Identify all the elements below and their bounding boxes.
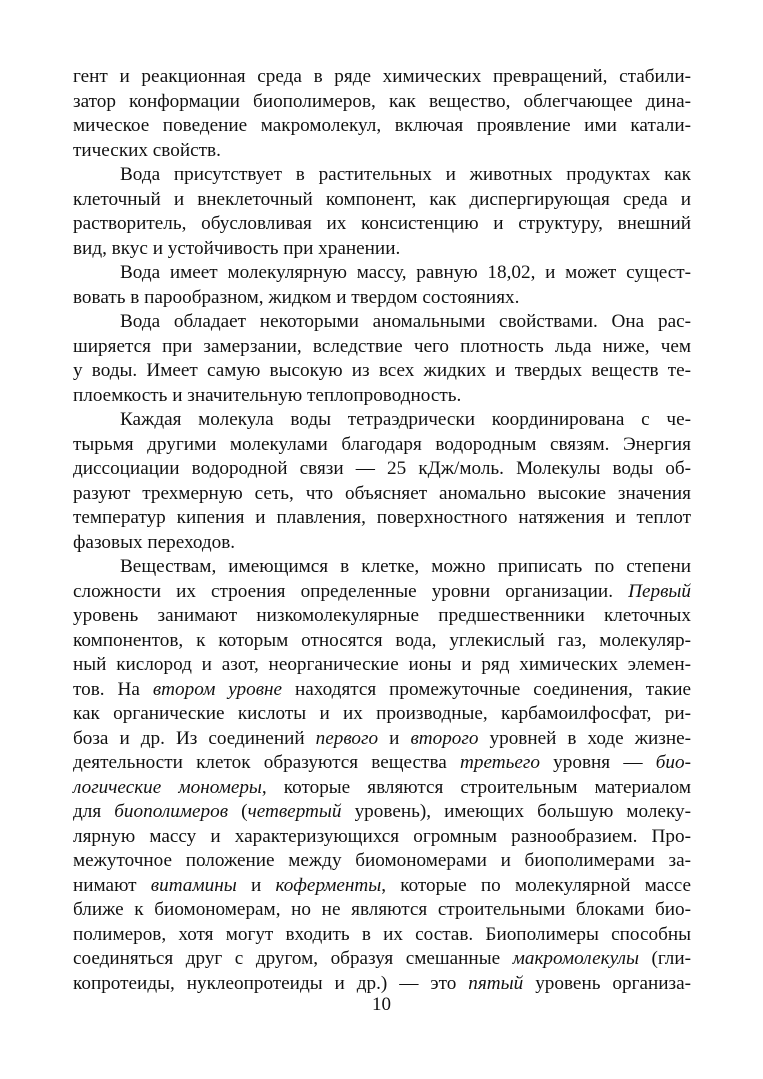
text-line <box>73 972 691 997</box>
text-run: копротеиды, нуклеопротеиды и др.) — это <box>73 972 469 994</box>
italic-term: первого <box>315 727 379 749</box>
text-run: тов. На <box>73 678 153 700</box>
text-run: разуют трехмерную сеть, что объясняет аномально высокие значения <box>73 482 691 504</box>
text-line <box>73 751 691 776</box>
text-line <box>73 800 691 825</box>
text-line <box>73 359 691 384</box>
text-line <box>73 457 691 482</box>
text-run: боза и др. Из соединений <box>73 727 316 749</box>
text-run: ширяется при замерзании, вследствие чего плотность льда ниже, чем <box>73 335 691 357</box>
text-run: Вода имеет молекулярную массу, равную 18,02, и может сущест- <box>120 262 691 283</box>
text-line <box>73 261 691 286</box>
text-run: , которые являются строительным материалом <box>261 776 691 798</box>
text-run: соединяться друг с другом, образуя смешанные <box>73 948 513 969</box>
text-line <box>73 947 691 972</box>
text-run: ближе к биомономерам, но не являются строительными блоками био- <box>73 899 691 920</box>
text-line <box>73 678 691 703</box>
text-run: уровней в ходе жизне- <box>478 727 691 749</box>
text-line <box>73 237 691 262</box>
text-run: деятельности клеток образуются вещества <box>73 752 461 773</box>
text-run: растворитель, обусловливая их консистенцию и структуру, внешний <box>73 213 691 234</box>
page-number: 10 <box>372 994 391 1015</box>
text-line <box>73 629 691 654</box>
text-run: компонентов, к которым относятся вода, углекислый газ, молекуляр- <box>73 629 691 651</box>
text-line <box>73 139 691 164</box>
text-run: и <box>236 874 276 896</box>
text-run: у воды. Имеет самую высокую из всех жидких и твердых веществ те- <box>73 360 691 381</box>
text-line <box>73 286 691 311</box>
text-line <box>73 163 691 188</box>
text-run: вовать в парообразном, жидком и твердом состояниях. <box>73 286 520 308</box>
italic-term: коферменты <box>275 874 382 896</box>
text-run: ( <box>228 801 248 822</box>
text-line <box>73 727 691 752</box>
body-text <box>73 65 691 996</box>
text-run: нимают <box>73 874 151 896</box>
text-run: Вода присутствует в растительных и животных продуктах как <box>120 164 691 185</box>
text-run: диссоциации водородной связи — 25 кДж/моль. Молекулы воды об- <box>73 458 691 479</box>
text-run: находятся промежуточные соединения, такие <box>282 678 692 700</box>
text-line <box>73 531 691 556</box>
italic-term: макромолекулы <box>512 948 639 969</box>
text-run: (гли- <box>638 948 691 969</box>
text-run: гент и реакционная среда в ряде химических превращений, стабили- <box>73 66 691 87</box>
text-line <box>73 849 691 874</box>
text-run: Веществам, имеющимся в клетке, можно приписать по степени <box>120 556 691 577</box>
text-line <box>73 65 691 90</box>
text-line <box>73 604 691 629</box>
italic-term: втором уровне <box>152 678 283 700</box>
italic-term: Первый <box>628 580 691 602</box>
italic-term: третьего <box>460 752 540 773</box>
text-line <box>73 898 691 923</box>
italic-term: пятый <box>468 972 524 994</box>
text-run: для <box>73 801 115 822</box>
text-line <box>73 408 691 433</box>
text-line <box>73 188 691 213</box>
text-run: мическое поведение макромолекул, включая проявление ими катали- <box>73 115 691 136</box>
text-run: полимеров, хотя могут входить в их состав. Биополимеры способны <box>73 923 691 945</box>
text-run: и <box>378 727 411 749</box>
italic-term: витамины <box>150 874 237 896</box>
text-line <box>73 433 691 458</box>
text-run: уровня — <box>539 752 656 773</box>
text-run: температур кипения и плавления, поверхностного натяжения и теплот <box>73 507 691 528</box>
text-run: клеточный и внеклеточный компонент, как диспергирующая среда и <box>73 188 691 210</box>
italic-term: био- <box>655 752 692 773</box>
text-run: как органические кислоты и их производные, карбамоилфосфат, ри- <box>73 703 691 724</box>
text-run: тырьмя другими молекулами благодаря водородным связям. Энергия <box>73 433 691 455</box>
italic-term: второго <box>410 727 479 749</box>
italic-term: логические мономеры <box>73 776 262 798</box>
italic-term: четвертый <box>247 801 342 822</box>
text-run: , которые по молекулярной массе <box>381 874 692 896</box>
text-line <box>73 653 691 678</box>
text-run: Вода обладает некоторыми аномальными свойствами. Она рас- <box>120 311 691 332</box>
text-run: уровень организа- <box>523 972 691 994</box>
text-line <box>73 580 691 605</box>
text-line <box>73 825 691 850</box>
text-line <box>73 114 691 139</box>
text-run: ный кислород и азот, неорганические ионы и ряд химических элемен- <box>73 654 691 675</box>
text-run: затор конформации биополимеров, как вещество, облегчающее дина- <box>73 90 691 112</box>
text-line <box>73 384 691 409</box>
text-line <box>73 310 691 335</box>
text-run: лярную массу и характеризующихся огромным разнообразием. Про- <box>73 825 691 847</box>
text-run: уровень занимают низкомолекулярные предшественники клеточных <box>73 605 691 626</box>
text-run: уровень), имеющих большую молеку- <box>341 801 691 822</box>
text-line <box>73 506 691 531</box>
text-line <box>73 923 691 948</box>
text-line <box>73 702 691 727</box>
text-run: фазовых переходов. <box>73 531 236 553</box>
text-line <box>73 776 691 801</box>
text-line <box>73 555 691 580</box>
text-run: тических свойств. <box>73 139 221 161</box>
text-run: вид, вкус и устойчивость при хранении. <box>73 237 401 259</box>
italic-term: биополимеров <box>114 801 229 822</box>
text-line <box>73 90 691 115</box>
text-line <box>73 212 691 237</box>
text-run: сложности их строения определенные уровни организации. <box>73 580 629 602</box>
text-run: плоемкость и значительную теплопроводность. <box>73 384 462 406</box>
text-line <box>73 335 691 360</box>
text-run: межуточное положение между биомономерами и биополимерами за- <box>73 850 691 871</box>
text-line <box>73 482 691 507</box>
text-run: Каждая молекула воды тетраэдрически координирована с че- <box>120 409 691 430</box>
text-line <box>73 874 691 899</box>
